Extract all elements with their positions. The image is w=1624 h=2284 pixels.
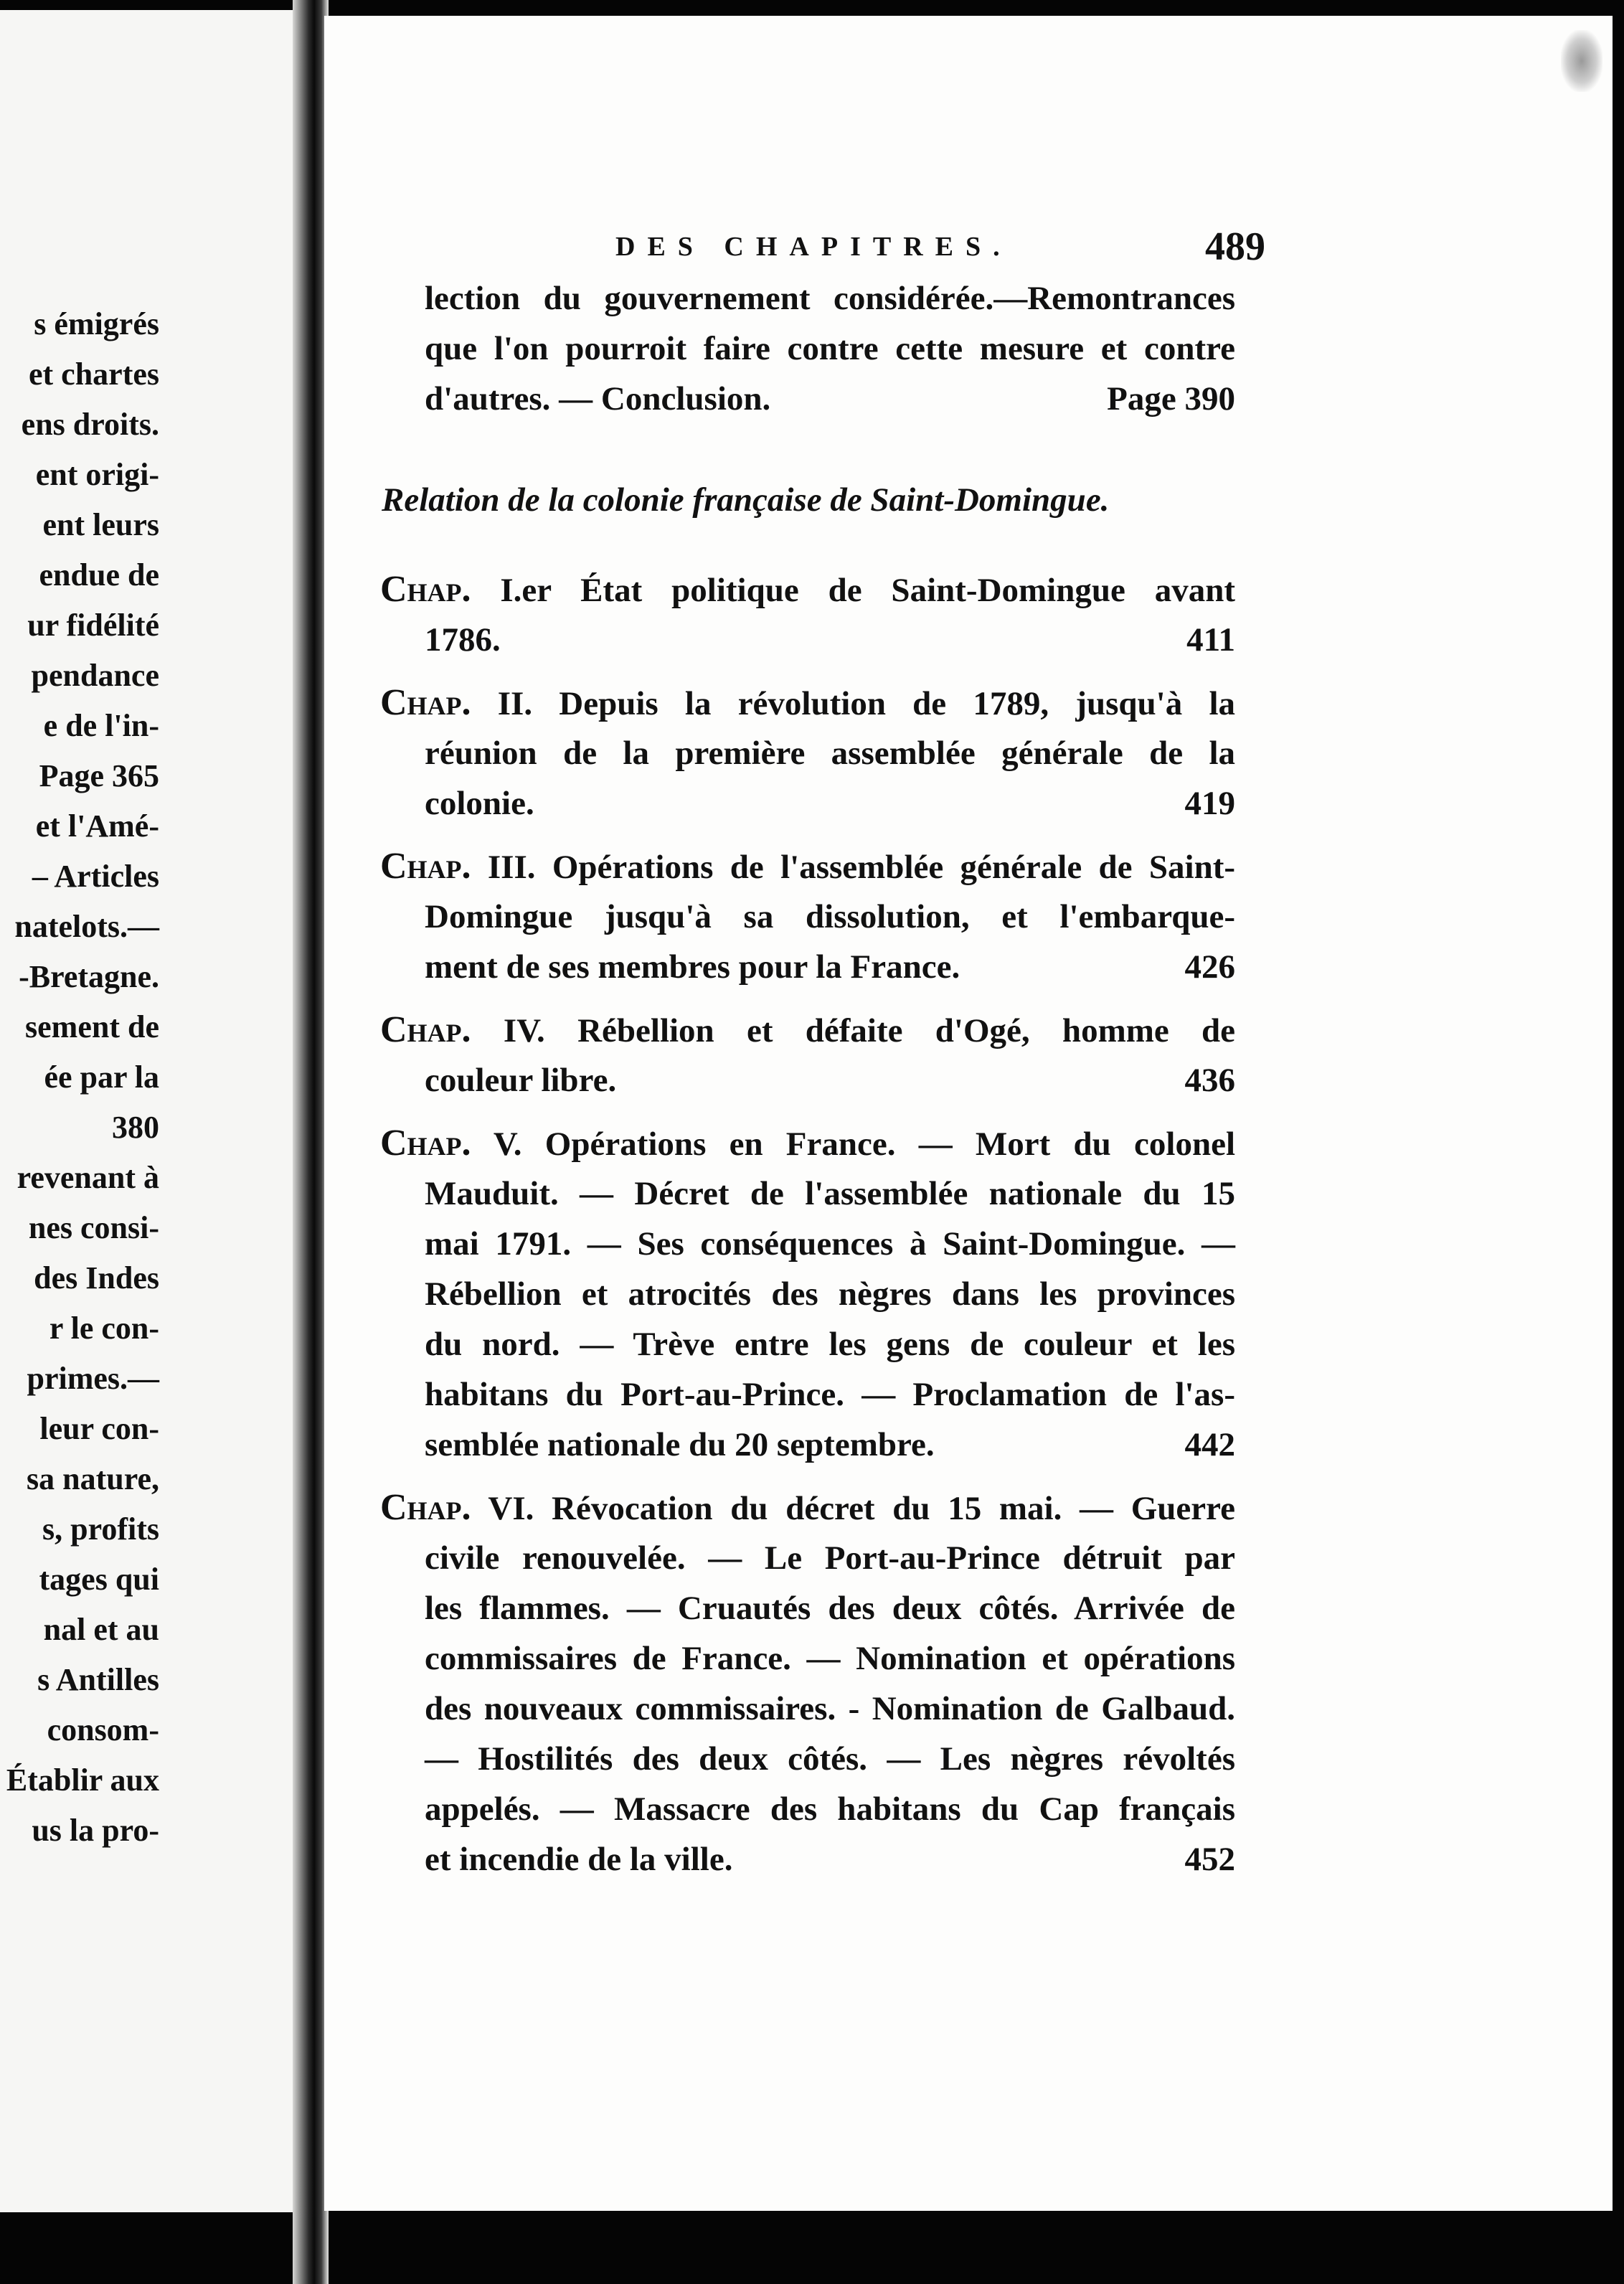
left-line: us la pro-: [32, 1813, 159, 1848]
left-line: 380: [112, 1110, 159, 1145]
chapter-heading-line: [380, 845, 1235, 889]
chapter-text: 1786.: [425, 621, 501, 659]
chapter-text: habitans du Port-au-Prince. — Proclamation de l'as-: [425, 1376, 1235, 1413]
chapter-page-ref: 426: [1184, 948, 1235, 986]
chapter-line: [425, 1373, 1235, 1416]
chapter-text: Opérations de l'assemblée générale de Saint-: [552, 849, 1236, 886]
chapter-line: [425, 1172, 1235, 1215]
chapter-text: État politique de Saint-Domingue avant: [580, 572, 1235, 609]
left-line: s émigrés: [34, 306, 159, 341]
chapter-heading-line: [380, 1486, 1235, 1530]
page-number: 489: [1205, 225, 1265, 269]
intro-line-text: d'autres. — Conclusion.: [425, 380, 771, 417]
left-line: -Bretagne.: [19, 959, 159, 994]
section-title: Relation de la colonie française de Saint-Domingue.: [382, 481, 1110, 519]
right-page: [324, 16, 1613, 2211]
chapter-heading-line: [380, 1009, 1235, 1052]
intro-page-ref: Page 390: [1107, 380, 1235, 417]
chapter-text: Mauduit. — Décret de l'assemblée nationale du 15: [425, 1175, 1235, 1212]
chapter-line: [425, 1838, 1235, 1881]
chapter-heading-line: [380, 681, 1235, 725]
left-line: tages qui: [39, 1562, 159, 1597]
chapter-text: semblée nationale du 20 septembre.: [425, 1426, 935, 1463]
chapter-label: Chap.: [380, 1487, 471, 1528]
chapter-label: Chap.: [380, 1009, 471, 1050]
left-line: ée par la: [44, 1060, 159, 1095]
chapter-line: [425, 945, 1235, 988]
chapter-text: les flammes. — Cruautés des deux côtés. Arrivée de: [425, 1590, 1235, 1627]
chapter-text: Opérations en France. — Mort du colonel: [544, 1126, 1236, 1163]
chapter-heading-line: [380, 568, 1235, 612]
left-line: Page 365: [39, 758, 159, 793]
chapter-line: [425, 1788, 1235, 1831]
left-line: et l'Amé-: [35, 808, 159, 844]
left-line: sa nature,: [27, 1461, 159, 1496]
chapter-line: [425, 618, 1235, 661]
chapter-heading-line: [380, 1122, 1235, 1166]
left-line: ens droits.: [21, 407, 159, 442]
running-head: DES CHAPITRES.: [615, 232, 1012, 262]
chapter-text: Domingue jusqu'à sa dissolution, et l'embarque-: [425, 898, 1235, 935]
chapter-text: civile renouvelée. — Le Port-au-Prince détruit par: [425, 1539, 1235, 1577]
chapter-page-ref: 442: [1184, 1426, 1235, 1463]
intro-line-last: [425, 377, 1235, 420]
book-gutter: [293, 0, 329, 2284]
chapter-page-ref: 419: [1184, 785, 1235, 822]
left-line: nes consi-: [28, 1210, 159, 1245]
chapter-line: [425, 895, 1235, 938]
chapter-text: commissaires de France. — Nomination et opérations: [425, 1640, 1235, 1677]
chapter-text: colonie.: [425, 785, 534, 822]
left-line: et chartes: [28, 357, 159, 392]
chapter-line: [425, 1637, 1235, 1680]
chapter-text: ment de ses membres pour la France.: [425, 948, 960, 986]
chapter-label: Chap.: [380, 1123, 471, 1164]
left-line: des Indes: [34, 1260, 159, 1296]
chapter-number: V.: [493, 1126, 522, 1163]
left-line: endue de: [39, 557, 159, 593]
chapter-number: II.: [497, 685, 533, 722]
chapter-line: [425, 1587, 1235, 1630]
chapter-text: Rébellion et atrocités des nègres dans les provinces: [425, 1275, 1235, 1313]
left-line: sement de: [25, 1009, 159, 1044]
chapter-line: [425, 1222, 1235, 1265]
chapter-line: [425, 1737, 1235, 1780]
chapter-line: [425, 1687, 1235, 1730]
chapter-text: Rébellion et défaite d'Ogé, homme de: [577, 1012, 1236, 1049]
chapter-text: — Hostilités des deux côtés. — Les nègres révoltés: [425, 1740, 1235, 1778]
left-line: pendance: [31, 658, 159, 693]
left-line: s, profits: [42, 1511, 159, 1547]
intro-line: que l'on pourroit faire contre cette mesure et contre: [425, 330, 1235, 367]
left-line: natelots.—: [14, 909, 159, 944]
chapter-line: [425, 732, 1235, 775]
intro-line: lection du gouvernement considérée.—Remontrances: [425, 280, 1235, 317]
chapter-text: couleur libre.: [425, 1062, 617, 1099]
chapter-line: [425, 1273, 1235, 1316]
chapter-page-ref: 452: [1184, 1841, 1235, 1878]
chapter-page-ref: 436: [1184, 1062, 1235, 1099]
left-line: ent leurs: [42, 507, 159, 542]
left-line: consom-: [47, 1712, 159, 1747]
left-page: [0, 10, 321, 2212]
left-line: s Antilles: [37, 1662, 159, 1697]
left-line: nal et au: [43, 1612, 159, 1647]
left-line: revenant à: [16, 1160, 159, 1195]
chapter-line: [425, 1537, 1235, 1580]
chapter-label: Chap.: [380, 569, 471, 610]
left-line: ent origi-: [35, 457, 159, 492]
chapter-number: III.: [487, 849, 536, 886]
chapter-page-ref: 411: [1186, 621, 1235, 659]
chapter-line: [425, 1323, 1235, 1366]
chapter-text: réunion de la première assemblée générale de la: [425, 735, 1235, 772]
chapter-line: [425, 782, 1235, 825]
table-of-contents: [324, 16, 1613, 2211]
chapter-text: et incendie de la ville.: [425, 1841, 733, 1878]
left-line: r le con-: [49, 1311, 159, 1346]
chapter-text: appelés. — Massacre des habitans du Cap français: [425, 1790, 1235, 1828]
chapter-label: Chap.: [380, 846, 471, 887]
left-line: ur fidélité: [27, 608, 159, 643]
left-line: – Articles: [32, 859, 159, 894]
left-line: Établir aux: [6, 1762, 159, 1798]
left-line: primes.—: [27, 1361, 159, 1396]
chapter-text: Depuis la révolution de 1789, jusqu'à la: [559, 685, 1235, 722]
left-line: leur con-: [39, 1411, 159, 1446]
chapter-text: Révocation du décret du 15 mai. — Guerre: [552, 1490, 1235, 1527]
left-line: e de l'in-: [43, 708, 159, 743]
chapter-number: I.er: [500, 572, 552, 609]
chapter-line: [425, 1059, 1235, 1102]
chapter-number: VI.: [488, 1490, 534, 1527]
chapter-label: Chap.: [380, 682, 471, 723]
chapter-line: [425, 1423, 1235, 1466]
chapter-number: IV.: [503, 1012, 545, 1049]
chapter-text: mai 1791. — Ses conséquences à Saint-Domingue. —: [425, 1225, 1235, 1263]
chapter-text: des nouveaux commissaires. - Nomination de Galbaud.: [425, 1690, 1235, 1727]
chapter-text: du nord. — Trève entre les gens de couleur et les: [425, 1326, 1235, 1363]
